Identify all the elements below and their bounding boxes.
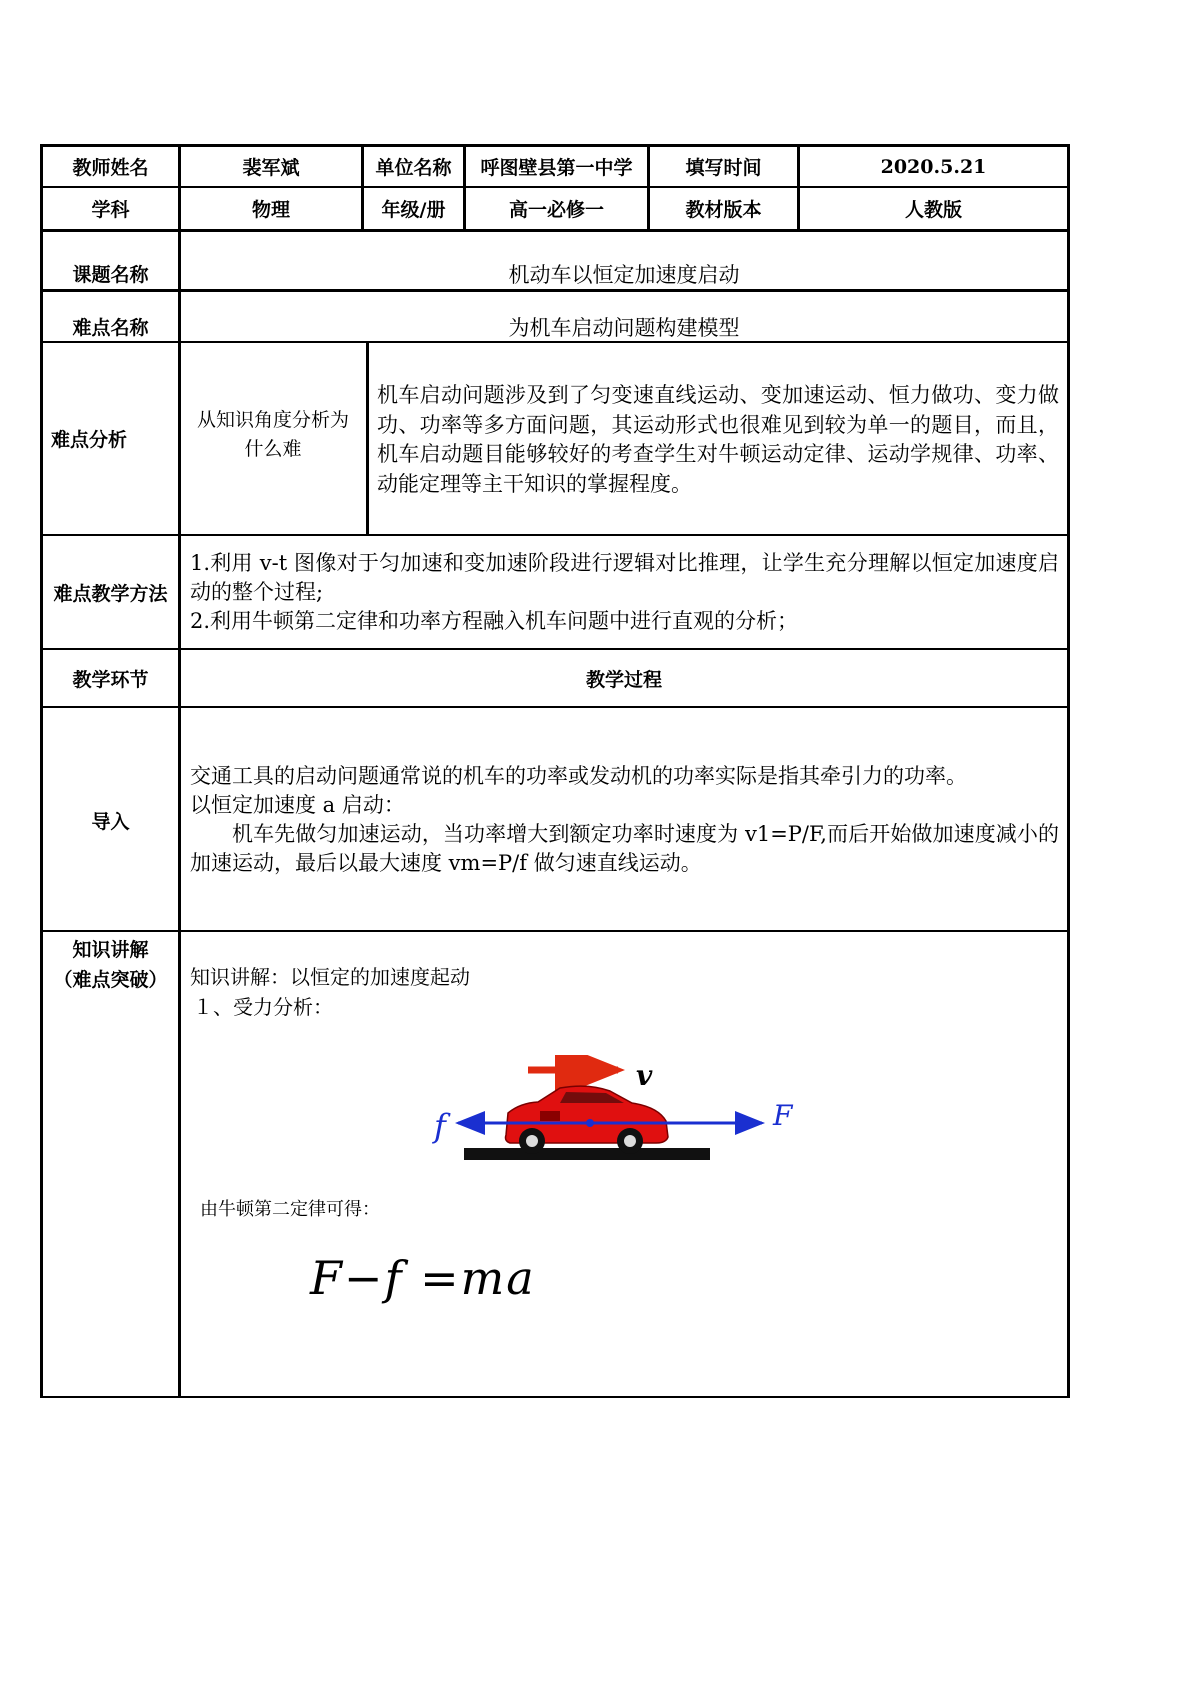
edition-label: 教材版本 xyxy=(685,199,762,221)
knowledge-title: 知识讲解：以恒定的加速度起动 xyxy=(190,965,470,989)
grade-label: 年级/册 xyxy=(381,199,446,221)
grade-value: 高一必修一 xyxy=(508,199,604,221)
subject-value: 物理 xyxy=(251,199,290,221)
unit-name-value: 呼图壁县第一中学 xyxy=(480,157,633,179)
intro-line-1: 交通工具的启动问题通常说的机车的功率或发动机的功率实际是指其牵引力的功率。 xyxy=(190,764,967,788)
car-icon xyxy=(506,1086,669,1154)
edition-value: 人教版 xyxy=(904,199,962,221)
intro-line-2: 以恒定加速度 a 启动： xyxy=(190,793,405,817)
teaching-process-label: 教学过程 xyxy=(585,668,662,691)
traction-force-label: F xyxy=(773,1099,793,1132)
knowledge-label-line-1: 知识讲解 xyxy=(72,938,149,961)
force-analysis-step: １、受力分析： xyxy=(193,995,333,1019)
difficulty-value: 为机车启动问题构建模型 xyxy=(508,315,740,340)
car-force-diagram xyxy=(420,1055,810,1170)
teacher-name-label: 教师姓名 xyxy=(72,157,149,179)
ground-bar xyxy=(464,1148,710,1160)
analysis-sub-label: 从知识角度分析为什么难 xyxy=(196,409,349,460)
analysis-text: 机车启动问题涉及到了匀变速直线运动、变加速运动、恒力做功、变力做功、功率等多方面问题，其运动形式也很难见到较为单一的题目，而且，机车启动题目能够较好的考查学生对牛顿运动定律、运动学规律、功率、动能定理等主干知识的掌握程度。 xyxy=(377,383,1059,496)
fill-date-label: 填写时间 xyxy=(685,157,762,179)
topic-value: 机动车以恒定加速度启动 xyxy=(508,262,740,287)
unit-name-label: 单位名称 xyxy=(375,157,452,179)
analysis-label: 难点分析 xyxy=(51,429,128,451)
friction-label: f xyxy=(434,1107,446,1145)
intro-line-3: 机车先做匀加速运动，当功率增大到额定功率时速度为 v1=P/F,而后开始做加速度减小的加速运动，最后以最大速度 vm=P/f 做匀速直线运动。 xyxy=(190,822,1059,875)
newton-law-note: 由牛顿第二定律可得： xyxy=(200,1199,380,1220)
method-line-1: 1.利用 v-t 图像对于匀加速和变加速阶段进行逻辑对比推理，让学生充分理解以恒定加速度启动的整个过程; xyxy=(190,551,1059,604)
fill-date-value: 2020.5.21 xyxy=(880,155,987,178)
intro-label: 导入 xyxy=(91,810,130,833)
difficulty-label: 难点名称 xyxy=(72,317,149,339)
method-line-2: 2.利用牛顿第二定律和功率方程融入机车问题中进行直观的分析； xyxy=(190,609,799,633)
velocity-label: v xyxy=(636,1059,653,1092)
teaching-step-label: 教学环节 xyxy=(72,668,149,691)
method-label: 难点教学方法 xyxy=(53,582,168,605)
topic-label: 课题名称 xyxy=(72,264,149,286)
subject-label: 学科 xyxy=(91,199,130,221)
teacher-name-value: 裴军斌 xyxy=(242,157,300,179)
knowledge-label-line-2: （难点突破） xyxy=(53,968,168,991)
newton-equation: F−f =ma xyxy=(310,1251,536,1305)
